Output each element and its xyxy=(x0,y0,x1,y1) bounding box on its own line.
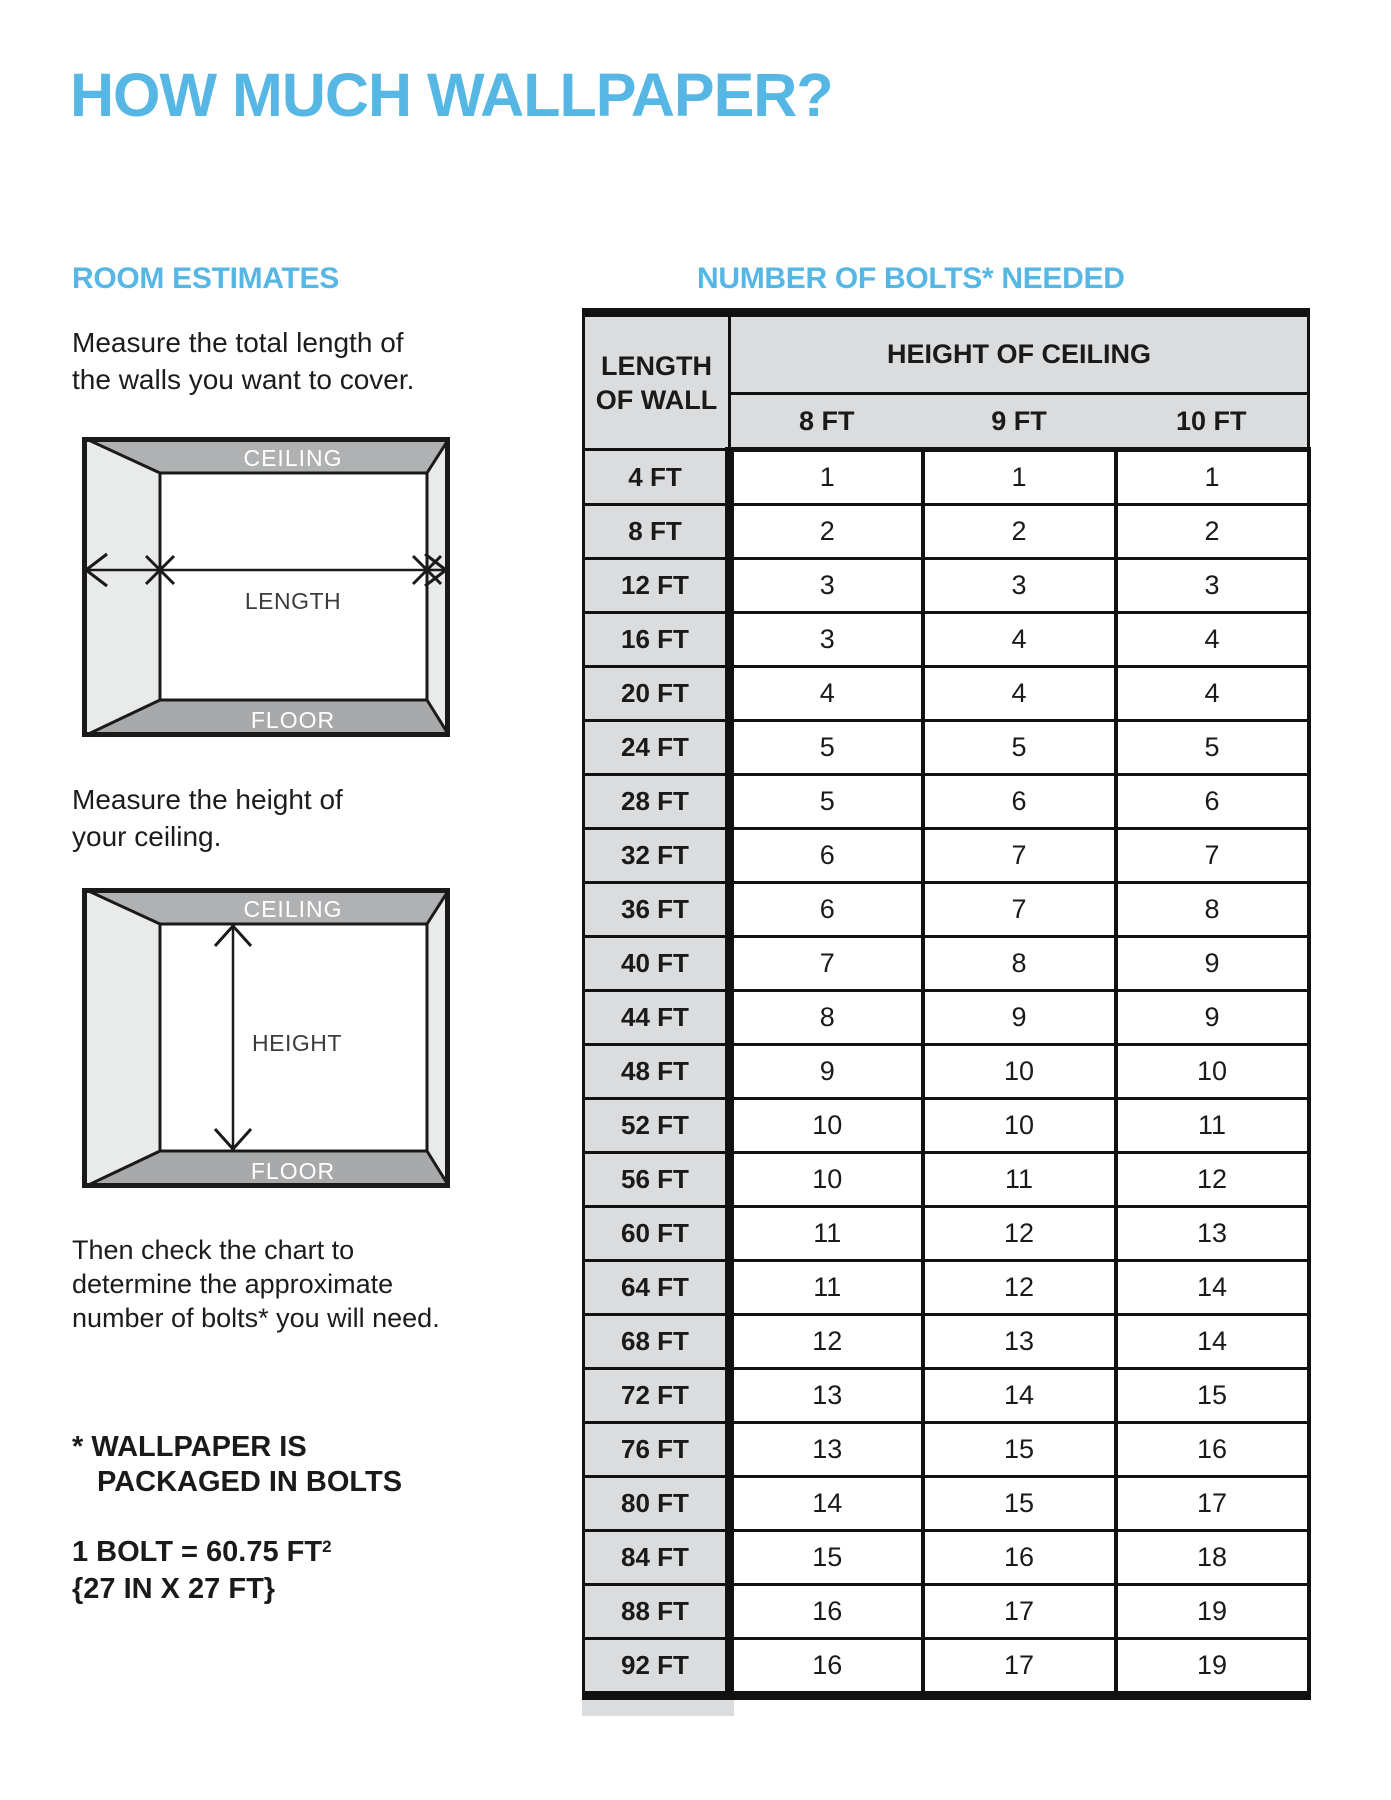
step3-instruction xyxy=(72,1233,440,1335)
bolt-count-cell: 9 xyxy=(730,1045,923,1099)
row-label: 72 FT xyxy=(584,1369,730,1423)
row-label: 48 FT xyxy=(584,1045,730,1099)
bolt-count-cell: 12 xyxy=(923,1261,1116,1315)
bolt-count-cell: 10 xyxy=(730,1099,923,1153)
bolt-count-cell: 8 xyxy=(923,937,1116,991)
bolt-count-cell: 4 xyxy=(1116,667,1309,721)
bolt-count-cell: 6 xyxy=(730,829,923,883)
col-header-10ft: 10 FT xyxy=(1116,394,1309,450)
bolt-count-cell: 13 xyxy=(923,1315,1116,1369)
bolt-count-cell: 3 xyxy=(730,613,923,667)
bolt-count-cell: 3 xyxy=(1116,559,1309,613)
step2-line2: your ceiling. xyxy=(72,821,222,852)
bolt-count-cell: 12 xyxy=(1116,1153,1309,1207)
table-row xyxy=(584,1585,1309,1639)
floor-label: FLOOR xyxy=(250,1158,336,1184)
bolt-size-info xyxy=(72,1528,332,1608)
row-label: 8 FT xyxy=(584,505,730,559)
bolt-count-cell: 7 xyxy=(923,829,1116,883)
table-row xyxy=(584,1639,1309,1696)
row-label: 28 FT xyxy=(584,775,730,829)
height-label: HEIGHT xyxy=(252,1030,342,1056)
bolt-count-cell: 14 xyxy=(923,1369,1116,1423)
bolt-count-cell: 13 xyxy=(730,1369,923,1423)
bolt-count-cell: 14 xyxy=(730,1477,923,1531)
bolt-count-cell: 10 xyxy=(1116,1045,1309,1099)
wallpaper-bolts-footnote xyxy=(72,1430,402,1500)
step1-line1: Measure the total length of xyxy=(72,327,404,358)
bolt-count-cell: 5 xyxy=(923,721,1116,775)
bolt-count-cell: 16 xyxy=(730,1585,923,1639)
table-row xyxy=(584,1369,1309,1423)
bolt-count-cell: 10 xyxy=(923,1099,1116,1153)
bolt-count-cell: 5 xyxy=(1116,721,1309,775)
bolt-count-cell: 4 xyxy=(1116,613,1309,667)
step3-line2: determine the approximate xyxy=(72,1269,394,1299)
bolt-count-cell: 12 xyxy=(730,1315,923,1369)
row-label: 76 FT xyxy=(584,1423,730,1477)
bolt-count-cell: 17 xyxy=(923,1585,1116,1639)
bolt-count-cell: 13 xyxy=(730,1423,923,1477)
table-row xyxy=(584,559,1309,613)
bolt-count-cell: 19 xyxy=(1116,1585,1309,1639)
length-label: LENGTH xyxy=(244,588,342,614)
row-label: 80 FT xyxy=(584,1477,730,1531)
table-row xyxy=(584,1531,1309,1585)
table-row xyxy=(584,991,1309,1045)
bolt-count-cell: 16 xyxy=(923,1531,1116,1585)
row-label: 24 FT xyxy=(584,721,730,775)
bolts-table-container xyxy=(582,308,1311,1700)
bolt-count-cell: 8 xyxy=(1116,883,1309,937)
row-label: 20 FT xyxy=(584,667,730,721)
row-label: 12 FT xyxy=(584,559,730,613)
table-row xyxy=(584,667,1309,721)
bolt-count-cell: 2 xyxy=(923,505,1116,559)
bolt-count-cell: 9 xyxy=(923,991,1116,1045)
bolt-count-cell: 4 xyxy=(923,667,1116,721)
bolt-count-cell: 2 xyxy=(1116,505,1309,559)
left-wall-face xyxy=(82,888,160,1188)
step1-instruction xyxy=(72,324,414,398)
table-row xyxy=(584,829,1309,883)
bolt-count-cell: 15 xyxy=(730,1531,923,1585)
bolt-count-cell: 9 xyxy=(1116,937,1309,991)
table-row xyxy=(584,613,1309,667)
ceiling-height-diagram xyxy=(82,888,450,1188)
bolt-count-cell: 3 xyxy=(923,559,1116,613)
row-label: 88 FT xyxy=(584,1585,730,1639)
back-wall-face xyxy=(160,473,427,700)
table-row xyxy=(584,883,1309,937)
squared-superscript: 2 xyxy=(322,1537,332,1556)
table-row xyxy=(584,1261,1309,1315)
bolt-count-cell: 1 xyxy=(1116,450,1309,505)
row-label: 36 FT xyxy=(584,883,730,937)
bolt-dimensions: {27 IN X 27 FT} xyxy=(72,1573,276,1605)
bolt-count-cell: 16 xyxy=(1116,1423,1309,1477)
step1-line2: the walls you want to cover. xyxy=(72,364,415,395)
room-length-diagram xyxy=(82,437,450,737)
row-label: 56 FT xyxy=(584,1153,730,1207)
row-label: 52 FT xyxy=(584,1099,730,1153)
bolt-count-cell: 4 xyxy=(730,667,923,721)
step2-instruction xyxy=(72,781,343,855)
bolt-count-cell: 9 xyxy=(1116,991,1309,1045)
left-wall-face xyxy=(82,437,160,737)
floor-label: FLOOR xyxy=(250,707,336,733)
room-estimates-heading: ROOM ESTIMATES xyxy=(72,262,339,295)
step3-line1: Then check the chart to xyxy=(72,1235,355,1265)
bolt-count-cell: 4 xyxy=(923,613,1116,667)
table-row xyxy=(584,1153,1309,1207)
length-of-wall-header xyxy=(584,313,730,450)
row-label: 60 FT xyxy=(584,1207,730,1261)
bolt-count-cell: 6 xyxy=(923,775,1116,829)
row-label: 44 FT xyxy=(584,991,730,1045)
ceiling-label: CEILING xyxy=(243,896,343,922)
bolt-equation: 1 BOLT = 60.75 $FT^2$ xyxy=(72,1536,332,1568)
row-label: 84 FT xyxy=(584,1531,730,1585)
bolt-count-cell: 17 xyxy=(923,1639,1116,1696)
bolts-table-heading: NUMBER OF BOLTS* NEEDED xyxy=(697,262,1125,295)
row-label: 68 FT xyxy=(584,1315,730,1369)
bolt-count-cell: 15 xyxy=(923,1477,1116,1531)
bolts-table xyxy=(582,308,1311,1700)
bolt-count-cell: 11 xyxy=(730,1207,923,1261)
table-row xyxy=(584,1099,1309,1153)
bolt-count-cell: 3 xyxy=(730,559,923,613)
col-header-9ft: 9 FT xyxy=(923,394,1116,450)
step2-line1: Measure the height of xyxy=(72,784,343,815)
bolt-count-cell: 5 xyxy=(730,721,923,775)
page-title: HOW MUCH WALLPAPER? xyxy=(70,61,833,129)
table-row xyxy=(584,1045,1309,1099)
length-of-wall-line1: LENGTH xyxy=(601,350,712,381)
bolt-count-cell: 6 xyxy=(730,883,923,937)
bolt-count-cell: 19 xyxy=(1116,1639,1309,1696)
bolt-count-cell: 5 xyxy=(730,775,923,829)
bolt-count-cell: 14 xyxy=(1116,1261,1309,1315)
bolt-count-cell: 10 xyxy=(730,1153,923,1207)
table-row xyxy=(584,721,1309,775)
ceiling-label: CEILING xyxy=(243,445,343,471)
row-label: 92 FT xyxy=(584,1639,730,1696)
table-row xyxy=(584,775,1309,829)
bolt-count-cell: 2 xyxy=(730,505,923,559)
bolt-count-cell: 13 xyxy=(1116,1207,1309,1261)
bolt-count-cell: 16 xyxy=(730,1639,923,1696)
bolt-count-cell: 11 xyxy=(923,1153,1116,1207)
row-label: 32 FT xyxy=(584,829,730,883)
table-row xyxy=(584,1423,1309,1477)
bolt-count-cell: 11 xyxy=(1116,1099,1309,1153)
bolt-count-cell: 18 xyxy=(1116,1531,1309,1585)
bolt-count-cell: 6 xyxy=(1116,775,1309,829)
table-row xyxy=(584,1315,1309,1369)
bolt-count-cell: 10 xyxy=(923,1045,1116,1099)
col-header-8ft: 8 FT xyxy=(730,394,923,450)
table-row xyxy=(584,937,1309,991)
bolt-count-cell: 8 xyxy=(730,991,923,1045)
footnote-line1: * WALLPAPER IS xyxy=(72,1431,307,1463)
bolt-count-cell: 15 xyxy=(1116,1369,1309,1423)
bolt-count-cell: 1 xyxy=(923,450,1116,505)
bolt-count-cell: 7 xyxy=(1116,829,1309,883)
bolt-count-cell: 17 xyxy=(1116,1477,1309,1531)
table-row xyxy=(584,505,1309,559)
bolt-count-cell: 7 xyxy=(923,883,1116,937)
table-row xyxy=(584,1477,1309,1531)
row-label: 40 FT xyxy=(584,937,730,991)
bolt-count-cell: 15 xyxy=(923,1423,1116,1477)
step3-line3: number of bolts* you will need. xyxy=(72,1303,440,1333)
row-label: 64 FT xyxy=(584,1261,730,1315)
bolt-count-cell: 1 xyxy=(730,450,923,505)
bolt-count-cell: 7 xyxy=(730,937,923,991)
group-header-row xyxy=(584,313,1309,394)
height-of-ceiling-header: HEIGHT OF CEILING xyxy=(730,313,1309,394)
bolt-count-cell: 14 xyxy=(1116,1315,1309,1369)
length-of-wall-line2: OF WALL xyxy=(595,384,718,415)
table-row xyxy=(584,1207,1309,1261)
row-label: 4 FT xyxy=(584,450,730,505)
bolt-count-cell: 12 xyxy=(923,1207,1116,1261)
table-row xyxy=(584,450,1309,505)
footnote-line2: PACKAGED IN BOLTS xyxy=(97,1466,403,1498)
bolt-count-cell: 11 xyxy=(730,1261,923,1315)
table-footer-strip xyxy=(582,1700,734,1716)
row-label: 16 FT xyxy=(584,613,730,667)
